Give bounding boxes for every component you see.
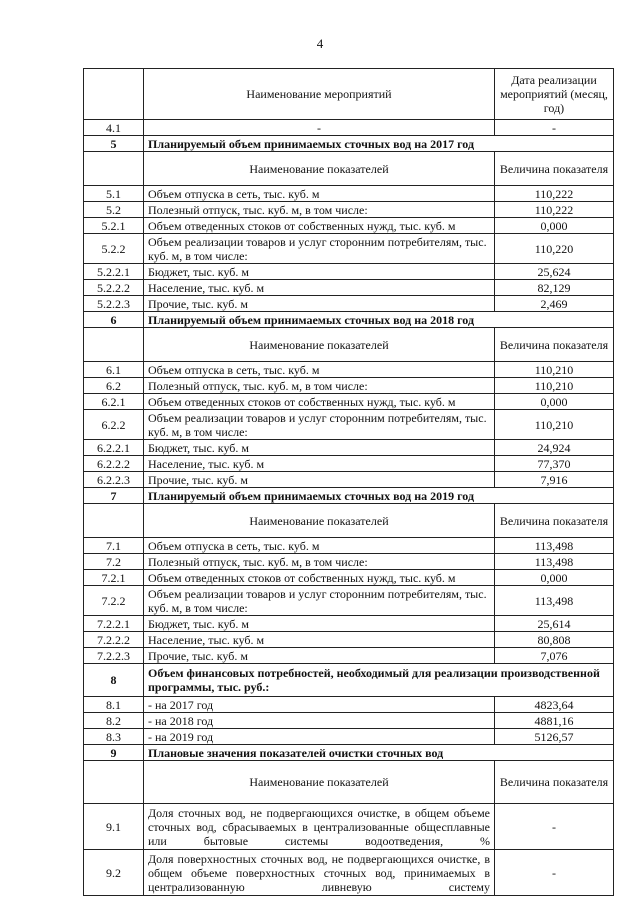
row-name: Объем отпуска в сеть, тыс. куб. м	[144, 186, 495, 202]
row-number: 7.2.2	[84, 586, 144, 616]
row-name: - на 2019 год	[144, 729, 495, 745]
section-header-row	[84, 488, 614, 504]
row-number: 7.2	[84, 554, 144, 570]
row-number: 7.2.2.3	[84, 648, 144, 664]
section-number: 7	[84, 488, 144, 504]
section-title: Плановые значения показателей очистки сточных вод	[144, 745, 614, 761]
row-value: 7,076	[495, 648, 614, 664]
row-value: 7,916	[495, 472, 614, 488]
row-name: Прочие, тыс. куб. м	[144, 296, 495, 312]
row-number: 8.1	[84, 697, 144, 713]
row-name: Полезный отпуск, тыс. куб. м, в том числе:	[144, 378, 495, 394]
row-number: 5.2.2	[84, 234, 144, 264]
table-row	[84, 632, 614, 648]
table-row	[84, 713, 614, 729]
row-value: 4881,16	[495, 713, 614, 729]
row-name: Объем отведенных стоков от собственных нужд, тыс. куб. м	[144, 570, 495, 586]
row-number: 7.1	[84, 538, 144, 554]
table-row	[84, 440, 614, 456]
row-number: 5.2	[84, 202, 144, 218]
indicator-header-row	[84, 328, 614, 362]
row-value: 5126,57	[495, 729, 614, 745]
section-header-row	[84, 745, 614, 761]
row-value: 110,222	[495, 202, 614, 218]
table-row	[84, 120, 614, 136]
table-row	[84, 234, 614, 264]
section-number: 9	[84, 745, 144, 761]
row-value: 4823,64	[495, 697, 614, 713]
row-name: Полезный отпуск, тыс. куб. м, в том числе:	[144, 202, 495, 218]
row-number: 6.2.1	[84, 394, 144, 410]
row-name: Население, тыс. куб. м	[144, 280, 495, 296]
indicator-header-row	[84, 761, 614, 804]
row-name: Объем отведенных стоков от собственных нужд, тыс. куб. м	[144, 394, 495, 410]
row-name: Население, тыс. куб. м	[144, 632, 495, 648]
row-number: 6.2.2.1	[84, 440, 144, 456]
row-date: -	[495, 120, 614, 136]
row-name: Объем отпуска в сеть, тыс. куб. м	[144, 538, 495, 554]
indicator-header-num	[84, 504, 144, 538]
row-name: Прочие, тыс. куб. м	[144, 648, 495, 664]
table-row	[84, 202, 614, 218]
row-value: 113,498	[495, 538, 614, 554]
indicator-header-value: Величина показателя	[495, 152, 614, 186]
header-date-cell: Дата реализации мероприятий (месяц, год)	[495, 69, 614, 120]
row-value: 110,222	[495, 186, 614, 202]
header-num-cell	[84, 69, 144, 120]
table-row	[84, 186, 614, 202]
indicator-header-name: Наименование показателей	[144, 328, 495, 362]
row-value: 25,614	[495, 616, 614, 632]
indicator-header-num	[84, 761, 144, 804]
section-title: Объем финансовых потребностей, необходимый для реализации производственной программы, тыс. руб.:	[144, 664, 614, 697]
indicator-header-value: Величина показателя	[495, 504, 614, 538]
row-name: Полезный отпуск, тыс. куб. м, в том числе:	[144, 554, 495, 570]
row-number: 6.2.2.2	[84, 456, 144, 472]
row-name: Объем отведенных стоков от собственных нужд, тыс. куб. м	[144, 218, 495, 234]
table-row	[84, 280, 614, 296]
table-row	[84, 218, 614, 234]
row-number: 7.2.2.1	[84, 616, 144, 632]
row-name: Объем реализации товаров и услуг сторонним потребителям, тыс. куб. м, в том числе:	[144, 410, 495, 440]
row-name: Бюджет, тыс. куб. м	[144, 616, 495, 632]
section-header-row	[84, 312, 614, 328]
table-row	[84, 538, 614, 554]
row-value: 0,000	[495, 218, 614, 234]
section-header-row	[84, 136, 614, 152]
row-value: 25,624	[495, 264, 614, 280]
section-number: 5	[84, 136, 144, 152]
table-row	[84, 554, 614, 570]
row-value: 110,210	[495, 378, 614, 394]
row-name: Доля поверхностных сточных вод, не подвергающихся очистке, в общем объеме поверхностных сточных вод, принимаемых в централизованную ливневую систему	[144, 850, 495, 896]
indicator-header-row	[84, 504, 614, 538]
table-row	[84, 362, 614, 378]
section-number: 8	[84, 664, 144, 697]
row-value: 82,129	[495, 280, 614, 296]
row-value: -	[495, 850, 614, 896]
table-row	[84, 850, 614, 896]
row-number: 5.2.2.1	[84, 264, 144, 280]
row-name: Население, тыс. куб. м	[144, 456, 495, 472]
row-value: 2,469	[495, 296, 614, 312]
indicator-header-num	[84, 152, 144, 186]
table-row	[84, 264, 614, 280]
row-value: 0,000	[495, 570, 614, 586]
row-number: 9.1	[84, 804, 144, 850]
section-title: Планируемый объем принимаемых сточных вод на 2017 год	[144, 136, 614, 152]
table-row	[84, 296, 614, 312]
row-number: 7.2.2.2	[84, 632, 144, 648]
indicator-header-row	[84, 152, 614, 186]
row-name: - на 2017 год	[144, 697, 495, 713]
row-name: - на 2018 год	[144, 713, 495, 729]
table-header-row	[84, 69, 614, 120]
row-number: 4.1	[84, 120, 144, 136]
row-value: 113,498	[495, 554, 614, 570]
row-number: 7.2.1	[84, 570, 144, 586]
row-number: 6.2.2.3	[84, 472, 144, 488]
production-program-table	[83, 68, 614, 896]
table-row	[84, 570, 614, 586]
section-title: Планируемый объем принимаемых сточных вод на 2019 год	[144, 488, 614, 504]
table-row	[84, 410, 614, 440]
row-value: 0,000	[495, 394, 614, 410]
row-name: -	[144, 120, 495, 136]
section-title: Планируемый объем принимаемых сточных вод на 2018 год	[144, 312, 614, 328]
table-row	[84, 586, 614, 616]
row-value: 110,210	[495, 362, 614, 378]
row-number: 5.2.2.2	[84, 280, 144, 296]
row-name: Бюджет, тыс. куб. м	[144, 264, 495, 280]
indicator-header-name: Наименование показателей	[144, 152, 495, 186]
row-number: 8.3	[84, 729, 144, 745]
table-row	[84, 472, 614, 488]
row-value: 110,220	[495, 234, 614, 264]
row-name: Доля сточных вод, не подвергающихся очистке, в общем объеме сточных вод, сбрасываемых в централизованные общесплавные или бытовые системы водоотведения, %	[144, 804, 495, 850]
row-name: Объем реализации товаров и услуг сторонним потребителям, тыс. куб. м, в том числе:	[144, 234, 495, 264]
row-value: 24,924	[495, 440, 614, 456]
header-name-cell: Наименование мероприятий	[144, 69, 495, 120]
row-number: 5.1	[84, 186, 144, 202]
row-name: Прочие, тыс. куб. м	[144, 472, 495, 488]
row-number: 8.2	[84, 713, 144, 729]
row-value: -	[495, 804, 614, 850]
page-number: 4	[316, 36, 324, 51]
table-row	[84, 394, 614, 410]
table-row	[84, 378, 614, 394]
table-row	[84, 616, 614, 632]
row-name: Объем отпуска в сеть, тыс. куб. м	[144, 362, 495, 378]
table-row	[84, 804, 614, 850]
row-number: 9.2	[84, 850, 144, 896]
row-number: 6.1	[84, 362, 144, 378]
section-header-row	[84, 664, 614, 697]
row-value: 77,370	[495, 456, 614, 472]
table-row	[84, 456, 614, 472]
row-number: 5.2.1	[84, 218, 144, 234]
row-number: 6.2.2	[84, 410, 144, 440]
row-value: 113,498	[495, 586, 614, 616]
table-row	[84, 697, 614, 713]
row-value: 80,808	[495, 632, 614, 648]
row-name: Бюджет, тыс. куб. м	[144, 440, 495, 456]
section-number: 6	[84, 312, 144, 328]
indicator-header-num	[84, 328, 144, 362]
row-number: 5.2.2.3	[84, 296, 144, 312]
table-row	[84, 729, 614, 745]
row-number: 6.2	[84, 378, 144, 394]
indicator-header-value: Величина показателя	[495, 328, 614, 362]
row-value: 110,210	[495, 410, 614, 440]
indicator-header-value: Величина показателя	[495, 761, 614, 804]
indicator-header-name: Наименование показателей	[144, 504, 495, 538]
table-row	[84, 648, 614, 664]
row-name: Объем реализации товаров и услуг сторонним потребителям, тыс. куб. м, в том числе:	[144, 586, 495, 616]
indicator-header-name: Наименование показателей	[144, 761, 495, 804]
